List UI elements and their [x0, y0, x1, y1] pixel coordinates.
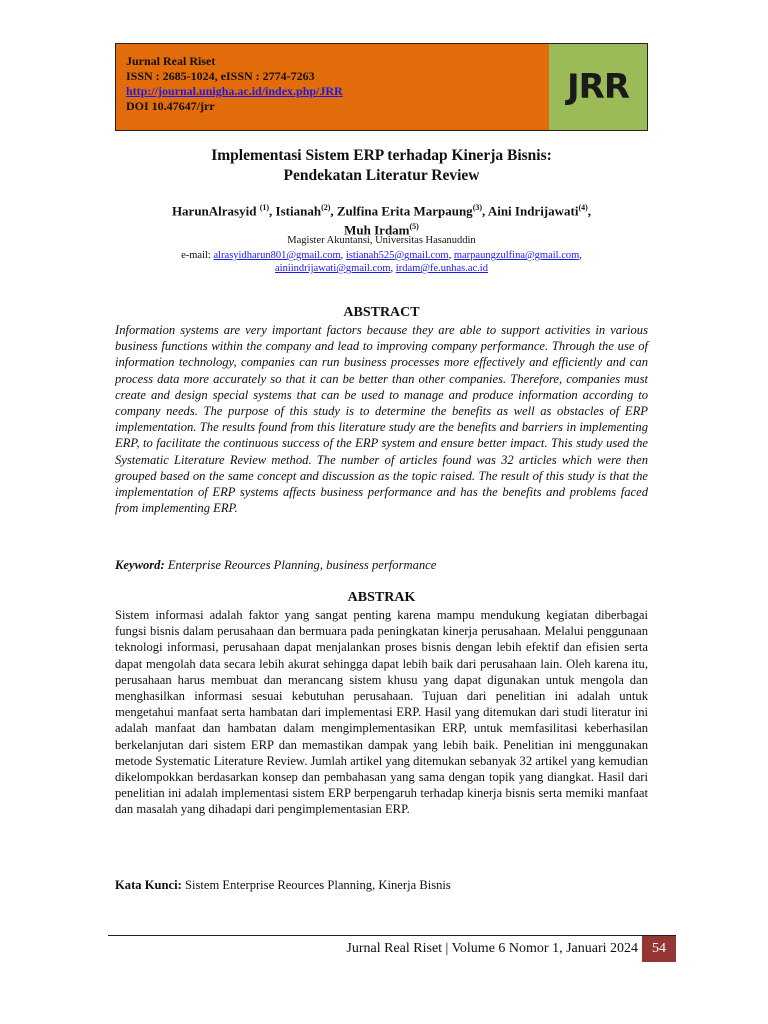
author-index: (3)	[472, 203, 483, 212]
keyword-values: Enterprise Reources Planning, business performance	[167, 558, 437, 572]
journal-doi: DOI 10.47647/jrr	[126, 99, 215, 113]
abstract-body: Information systems are very important factors because they are able to support activities in various business functions within the company and lead to improving company performance. Through the use of information technology, companies can run business processes more effectively and efficiently and can process data more accurately so that it can be better than other companies. Therefore, companies must create and design special systems that can be used to manage and produce information according to company needs. The purpose of this study is to determine the benefits as well as obstacles of ERP implementation. The results found from this literature study are the benefits and barriers in implementing ERP, to facilitate the continuous success of the ERP system and ensure better impact. This study used the Systematic Literature Review method. The number of articles found was 32 articles which were then grouped based on the same concept and discussion as the topic raised. The result of this study is that the implementation of ERP systems affects business performance and has the benefits and problems faced from implementing ERP.	[115, 323, 648, 516]
journal-header	[115, 43, 648, 131]
journal-url-link[interactable]: http://journal.unigha.ac.id/index.php/JRR	[126, 84, 343, 98]
email-link[interactable]: ainiindrijawati@gmail.com	[275, 263, 391, 274]
email-link[interactable]: marpaungzulfina@gmail.com	[453, 250, 580, 261]
author-list: HarunAlrasyid $^{(1)}$, Istianah$^{(2)}$, Zulfina Erita Marpaung$^{(3)}$, Aini Indrijawati$^{(4)}$, Muh Irdam$^{(5)}$	[171, 203, 592, 238]
footer-journal-info: Jurnal Real Riset | Volume 6 Nomor 1, Januari 2024	[346, 941, 638, 956]
abstract-heading: ABSTRACT	[343, 305, 420, 320]
email-label: e-mail:	[181, 250, 211, 261]
journal-info	[116, 44, 549, 130]
author-name: Zulfina Erita Marpaung	[336, 203, 473, 219]
paper-title-line2: Pendekatan Literatur Review	[283, 167, 480, 184]
keyword-label: Keyword:	[115, 558, 165, 572]
paper-title	[115, 146, 648, 186]
paper-title-line1: Implementasi Sistem ERP terhadap Kinerja Bisnis:	[211, 147, 552, 164]
abstrak-heading: ABSTRAK	[347, 590, 416, 605]
journal-name: Jurnal Real Riset	[126, 54, 216, 68]
author-index: (4)	[578, 203, 588, 212]
author-name: Muh Irdam	[344, 222, 410, 238]
journal-issn: ISSN : 2685-1024, eISSN : 2774-7263	[126, 69, 315, 83]
email-link[interactable]: alrasyidharun801@gmail.com	[213, 250, 341, 261]
author-name: Istianah	[275, 203, 322, 219]
footer-divider	[108, 935, 676, 936]
journal-logo: JRR	[549, 44, 647, 130]
author-index: (1)	[259, 203, 270, 212]
kata-kunci-label: Kata Kunci:	[115, 878, 182, 892]
email-link[interactable]: istianah525@gmail.com	[345, 250, 449, 261]
author-index: (2)	[321, 203, 331, 212]
keywords-en	[115, 557, 648, 573]
author-name: HarunAlrasyid	[171, 203, 257, 219]
abstrak-body: Sistem informasi adalah faktor yang sangat penting karena mampu mendukung kegiatan diberbagai fungsi bisnis dalam perusahaan dan bermuara pada peningkatan kinerja perusahaan. Melalui penggunaan teknologi informasi, perusahaan dapat menjalankan proses bisnis dengan lebih efektif dan efisien serta dapat mengolah data secara lebih akurat sehingga dapat lebih baik dari perusahaan lain. Oleh karena itu, perusahaan harus membuat dan merancang sistem khusu yang dapat digunakan untuk mengola dan menghasilkan informasi sesuai kebutuhan perusahaan. Tujuan dari penelitian ini adalah untuk mengetahui manfaat serta hambatan dari implementasi ERP. Hasil yang ditemukan dari studi literatur ini adalah manfaat dan hambatan dalam mengimplementasikan ERP, untuk memfasilitasi keberhasilan berkelanjutan dari sistem ERP dan memastikan dampak yang lebih baik. Penelitian ini menggunakan metode Systematic Literature Review. Jumlah artikel yang ditemukan sebanyak 32 artikel yang kemudian dikelompokkan berdasarkan konsep dan pembahasan yang sama dengan topik yang diangkat. Hasil dari penelitian ini adalah implementasi sistem ERP berpengaruh terhadap kinerja bisnis serta memiki manfaat dan masalah yang dihadapi dari pengimplementasian ERP.	[115, 608, 648, 817]
affiliation: Magister Akuntansi, Universitas Hasanuddin	[287, 235, 476, 246]
author-index: (5)	[409, 222, 419, 232]
page-number-badge: 54	[642, 936, 676, 962]
author-name: Aini Indrijawati	[487, 203, 579, 219]
email-link[interactable]: irdam@fe.unhas.ac.id	[395, 263, 488, 274]
email-list: e-mail: alrasyidharun801@gmail.com, istianah525@gmail.com, marpaungzulfina@gmail.com, ainiindrijawati@gmail.com, irdam@fe.unhas.ac.id	[181, 250, 582, 274]
kata-kunci-values: Sistem Enterprise Reources Planning, Kinerja Bisnis	[184, 878, 451, 892]
keywords-id	[115, 877, 648, 893]
